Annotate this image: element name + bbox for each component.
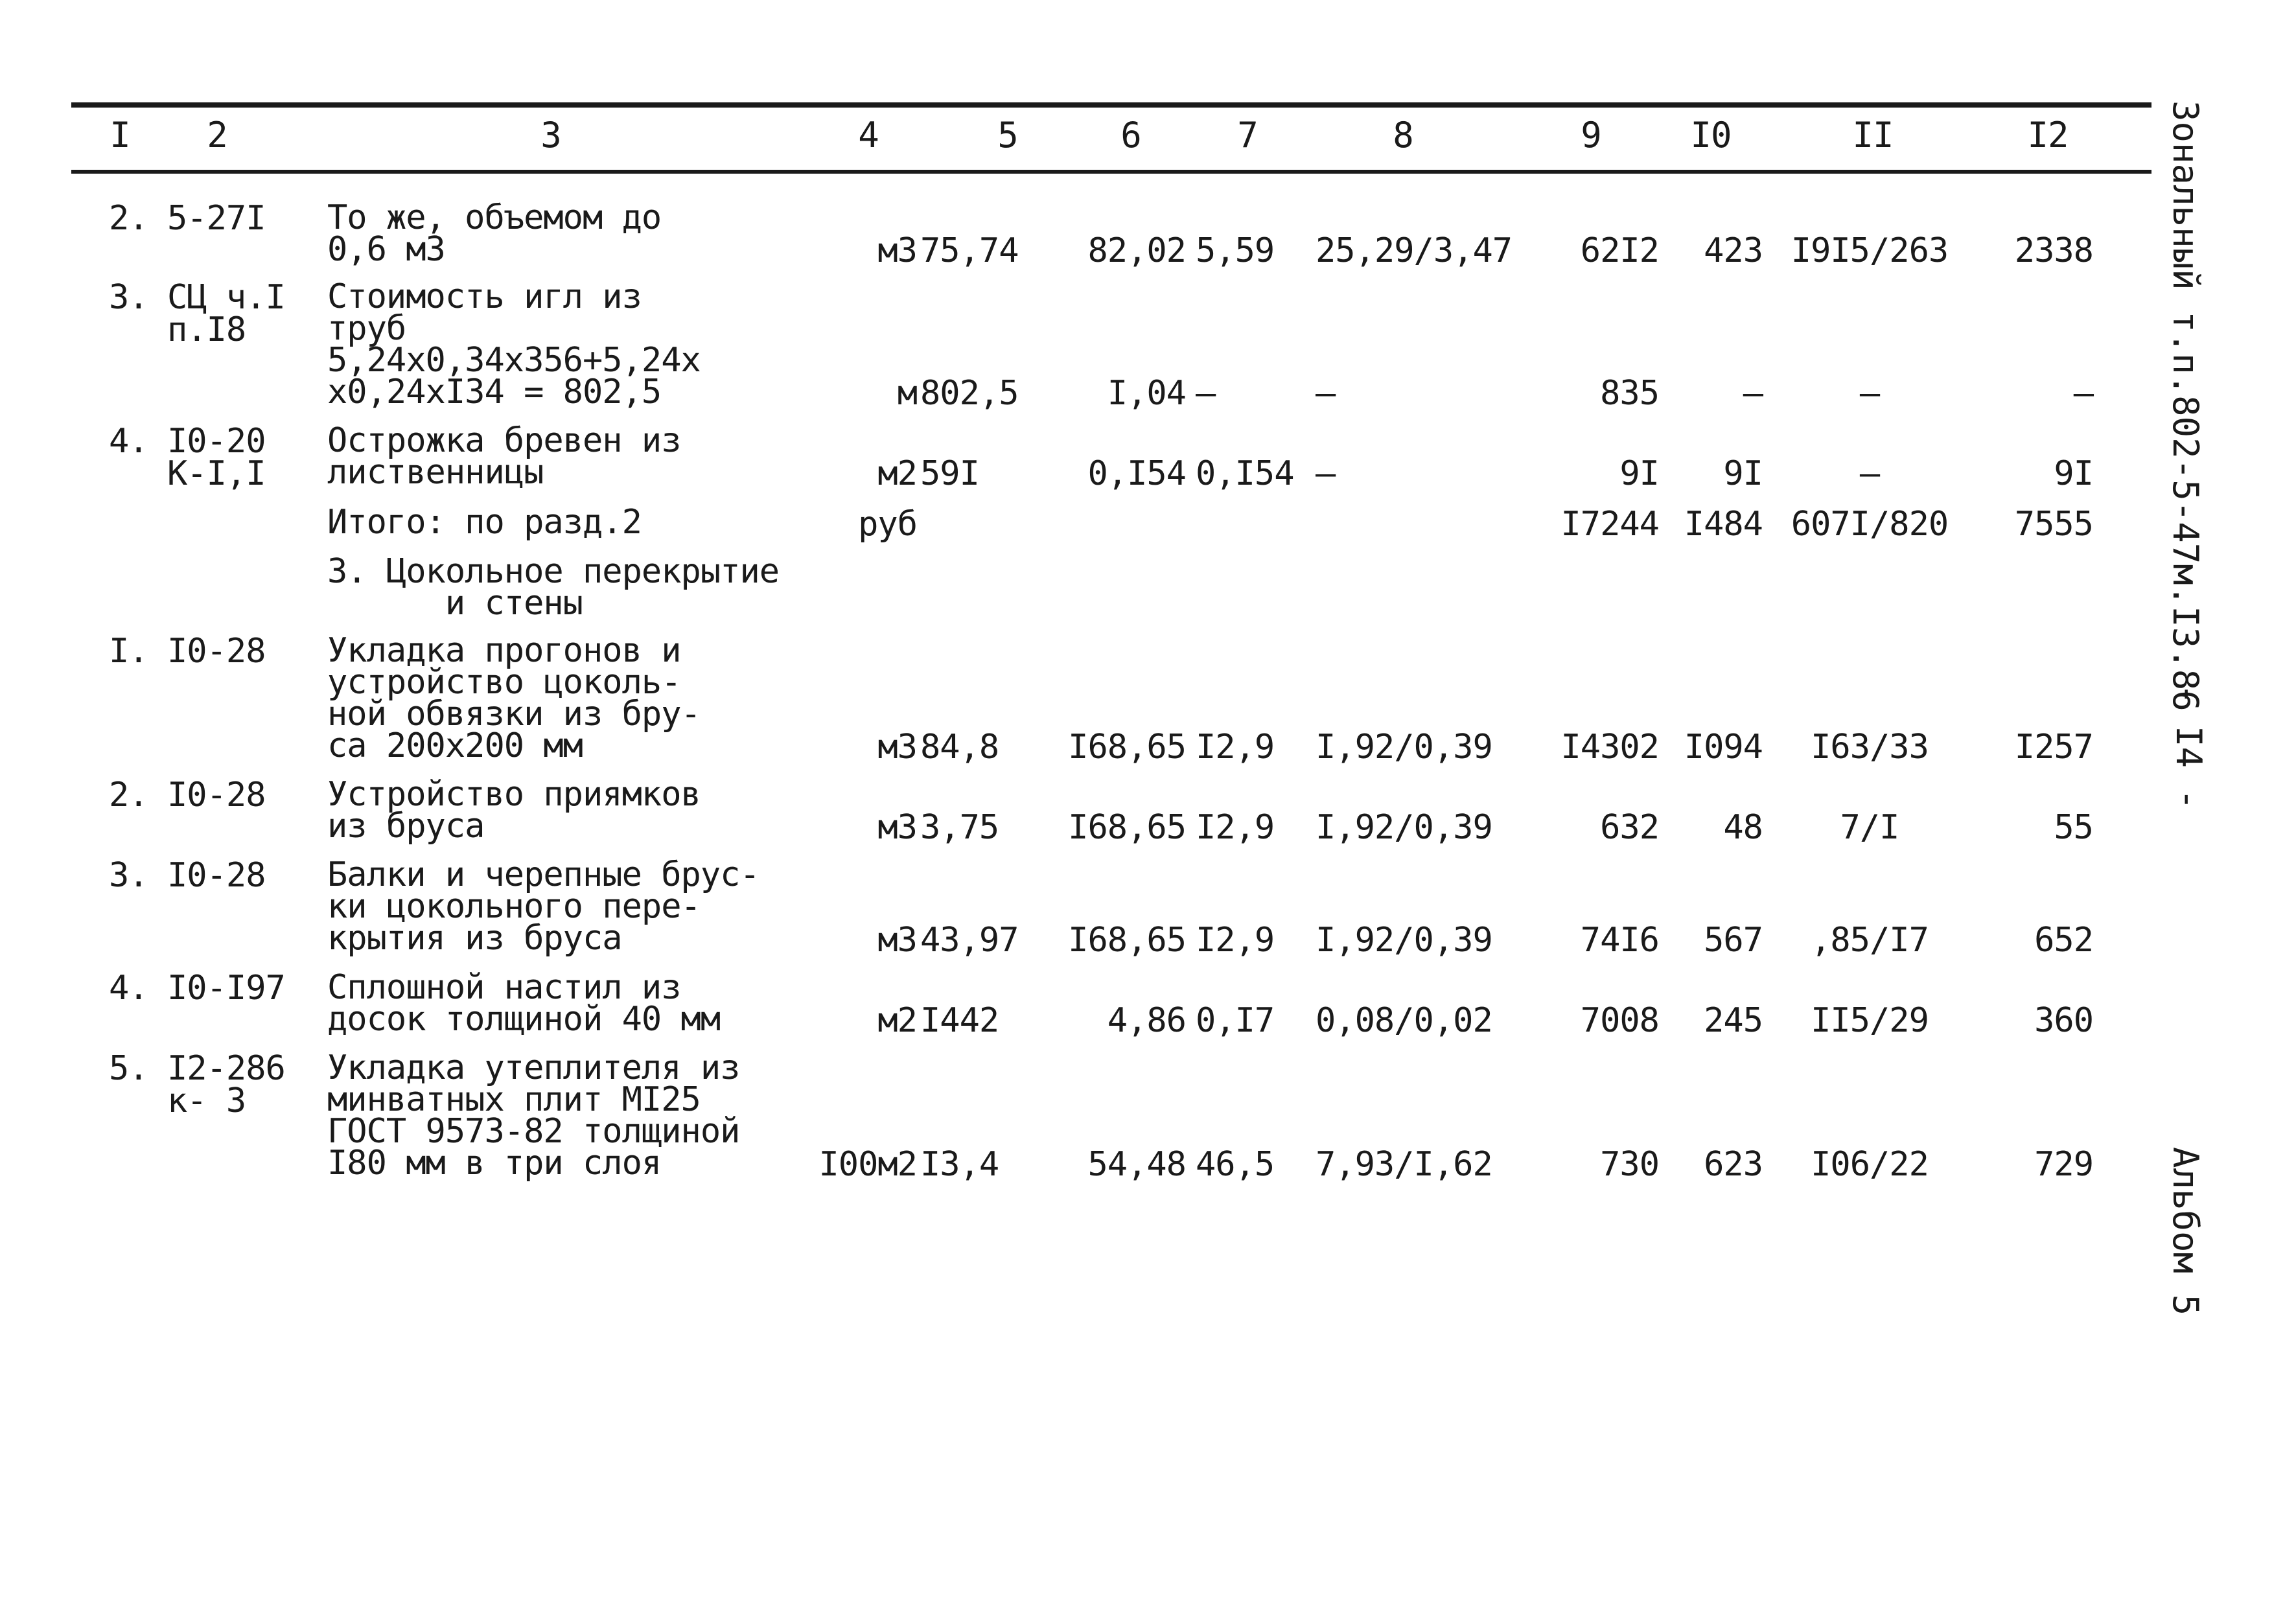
row-col8: 0,08/0,02 [1316, 1001, 1492, 1040]
row-description: Балки и черепные брус- ки цокольного пере- крытия из бруса [327, 855, 760, 958]
row-col11: I9I5/263 [1791, 231, 1949, 270]
row-unit: руб [858, 505, 917, 544]
row-col9: I7244 [1560, 505, 1659, 544]
row-col7: I2,9 [1196, 921, 1275, 960]
col-header-8: 8 [1393, 115, 1413, 156]
row-col10: I484 [1684, 505, 1763, 544]
row-quantity: 3,75 [920, 808, 999, 847]
project-code-margin: Зональный т.п.802-5-47м.I3.86 [2165, 100, 2206, 711]
row-col10: – [1743, 374, 1763, 413]
row-col12: 9I [2054, 454, 2093, 493]
row-col10: 567 [1704, 921, 1763, 960]
row-number: 2. [109, 199, 148, 238]
row-col8: I,92/0,39 [1316, 921, 1492, 960]
table-header-rule [71, 170, 2151, 174]
row-unit: м3 [877, 231, 917, 270]
table-row [0, 421, 2296, 493]
row-col9: 74I6 [1580, 921, 1659, 960]
row-col8: I,92/0,39 [1316, 728, 1492, 767]
row-price: 82,02 [1087, 231, 1186, 270]
row-code: I2-286 к- 3 [167, 1049, 285, 1120]
col-header-6: 6 [1120, 115, 1141, 156]
row-col7: 5,59 [1196, 231, 1275, 270]
row-col8: I,92/0,39 [1316, 808, 1492, 847]
row-col11: II5/29 [1811, 1001, 1929, 1040]
row-col7: 0,I54 [1196, 454, 1294, 493]
col-header-7: 7 [1237, 115, 1258, 156]
row-price: I68,65 [1068, 808, 1186, 847]
row-col12: 729 [2034, 1145, 2093, 1184]
row-col9: 835 [1600, 374, 1659, 413]
row-number: 3. [109, 278, 148, 317]
row-price: I68,65 [1068, 728, 1186, 767]
row-unit: м [897, 374, 917, 413]
row-description: То же, объемом до 0,6 м3 [327, 198, 662, 269]
row-unit: м2 [877, 1001, 917, 1040]
row-col9: 632 [1600, 808, 1659, 847]
row-code: I0-20 К-I,I [167, 422, 266, 493]
row-col11: – [1859, 374, 1880, 413]
row-quantity: I3,4 [920, 1145, 999, 1184]
row-price: 0,I54 [1087, 454, 1186, 493]
table-row-total [0, 503, 2296, 544]
row-unit: м3 [877, 921, 917, 960]
col-header-3: 3 [540, 115, 561, 156]
row-unit: м3 [877, 728, 917, 767]
row-col10: 9I [1723, 454, 1763, 493]
row-col9: I4302 [1560, 728, 1659, 767]
col-header-4: 4 [858, 115, 879, 156]
row-unit: I00м2 [818, 1145, 917, 1184]
table-row [0, 1048, 2296, 1184]
table-row [0, 277, 2296, 413]
row-col12: 652 [2034, 921, 2093, 960]
row-quantity: 75,74 [920, 231, 1019, 270]
row-col7: I2,9 [1196, 808, 1275, 847]
row-code: I0-I97 [167, 969, 285, 1008]
row-description: Укладка утеплителя из минватных плит МI25 ГОСТ 9573-82 толщиной I80 мм в три слоя [327, 1048, 740, 1183]
row-number: 4. [109, 969, 148, 1008]
table-top-rule [71, 102, 2151, 108]
row-unit: м2 [877, 454, 917, 493]
row-col11: – [1859, 454, 1880, 493]
row-col11: I06/22 [1811, 1145, 1929, 1184]
row-code: СЦ ч.I п.I8 [167, 278, 285, 349]
row-col7: 46,5 [1196, 1145, 1275, 1184]
row-col7: – [1196, 374, 1216, 413]
row-code: I0-28 [167, 632, 266, 671]
row-col11: 607I/820 [1791, 505, 1949, 544]
row-description: Стоимость игл из труб 5,24х0,34х356+5,24х х0,24хI34 = 802,5 [327, 277, 701, 411]
row-col12: 360 [2034, 1001, 2093, 1040]
row-col10: 245 [1704, 1001, 1763, 1040]
row-code: I0-28 [167, 776, 266, 815]
col-header-5: 5 [997, 115, 1018, 156]
table-row [0, 631, 2296, 767]
row-col11: I63/33 [1811, 728, 1929, 767]
section-title: 3. Цокольное перекрытие и стены [327, 552, 780, 623]
row-col7: 0,I7 [1196, 1001, 1275, 1040]
row-col9: 7008 [1580, 1001, 1659, 1040]
row-col12: 2338 [2014, 231, 2093, 270]
row-number: 5. [109, 1049, 148, 1088]
row-col12: – [2073, 374, 2093, 413]
row-price: 4,86 [1107, 1001, 1186, 1040]
row-description: Укладка прогонов и устройство цоколь- ной обвязки из бру- са 200х200 мм [327, 631, 701, 765]
row-col7: I2,9 [1196, 728, 1275, 767]
table-row [0, 198, 2296, 270]
row-description: Итого: по разд.2 [327, 503, 642, 542]
row-description: Острожка бревен из лиственницы [327, 421, 681, 492]
row-col10: 623 [1704, 1145, 1763, 1184]
col-header-2: 2 [207, 115, 227, 156]
row-quantity: I442 [920, 1001, 999, 1040]
row-code: 5-27I [167, 199, 266, 238]
row-col9: 730 [1600, 1145, 1659, 1184]
col-header-9: 9 [1581, 115, 1601, 156]
col-header-11: II [1852, 115, 1894, 156]
row-number: 2. [109, 776, 148, 815]
row-col9: 62I2 [1580, 231, 1659, 270]
row-quantity: 84,8 [920, 728, 999, 767]
row-quantity: 802,5 [920, 374, 1019, 413]
row-col10: 423 [1704, 231, 1763, 270]
row-col12: I257 [2014, 728, 2093, 767]
col-header-12: I2 [2027, 115, 2069, 156]
row-number: 3. [109, 856, 148, 895]
row-col8: 25,29/3,47 [1316, 231, 1513, 270]
row-number: I. [109, 632, 148, 671]
section-heading [0, 552, 2296, 623]
page-number: - I4 - [2168, 684, 2209, 811]
table-row [0, 968, 2296, 1040]
row-col10: I094 [1684, 728, 1763, 767]
row-col11: 7/I [1840, 808, 1899, 847]
row-col12: 55 [2054, 808, 2093, 847]
row-price: I,04 [1107, 374, 1186, 413]
table-header [0, 114, 2296, 163]
row-description: Устройство приямков из бруса [327, 775, 701, 846]
row-price: I68,65 [1068, 921, 1186, 960]
table-row [0, 775, 2296, 847]
row-col8: – [1316, 454, 1336, 493]
row-col8: – [1316, 374, 1336, 413]
table-row [0, 855, 2296, 960]
col-header-1: I [110, 115, 130, 156]
row-price: 54,48 [1087, 1145, 1186, 1184]
row-col12: 7555 [2014, 505, 2093, 544]
row-quantity: 43,97 [920, 921, 1019, 960]
row-quantity: 59I [920, 454, 979, 493]
row-col11: ,85/I7 [1811, 921, 1929, 960]
row-col9: 9I [1619, 454, 1659, 493]
row-code: I0-28 [167, 856, 266, 895]
row-description: Сплошной настил из досок толщиной 40 мм [327, 968, 721, 1039]
album-label: Альбом 5 [2165, 1147, 2206, 1316]
row-number: 4. [109, 422, 148, 461]
row-unit: м3 [877, 808, 917, 847]
row-col8: 7,93/I,62 [1316, 1145, 1492, 1184]
row-col10: 48 [1723, 808, 1763, 847]
col-header-10: I0 [1690, 115, 1732, 156]
